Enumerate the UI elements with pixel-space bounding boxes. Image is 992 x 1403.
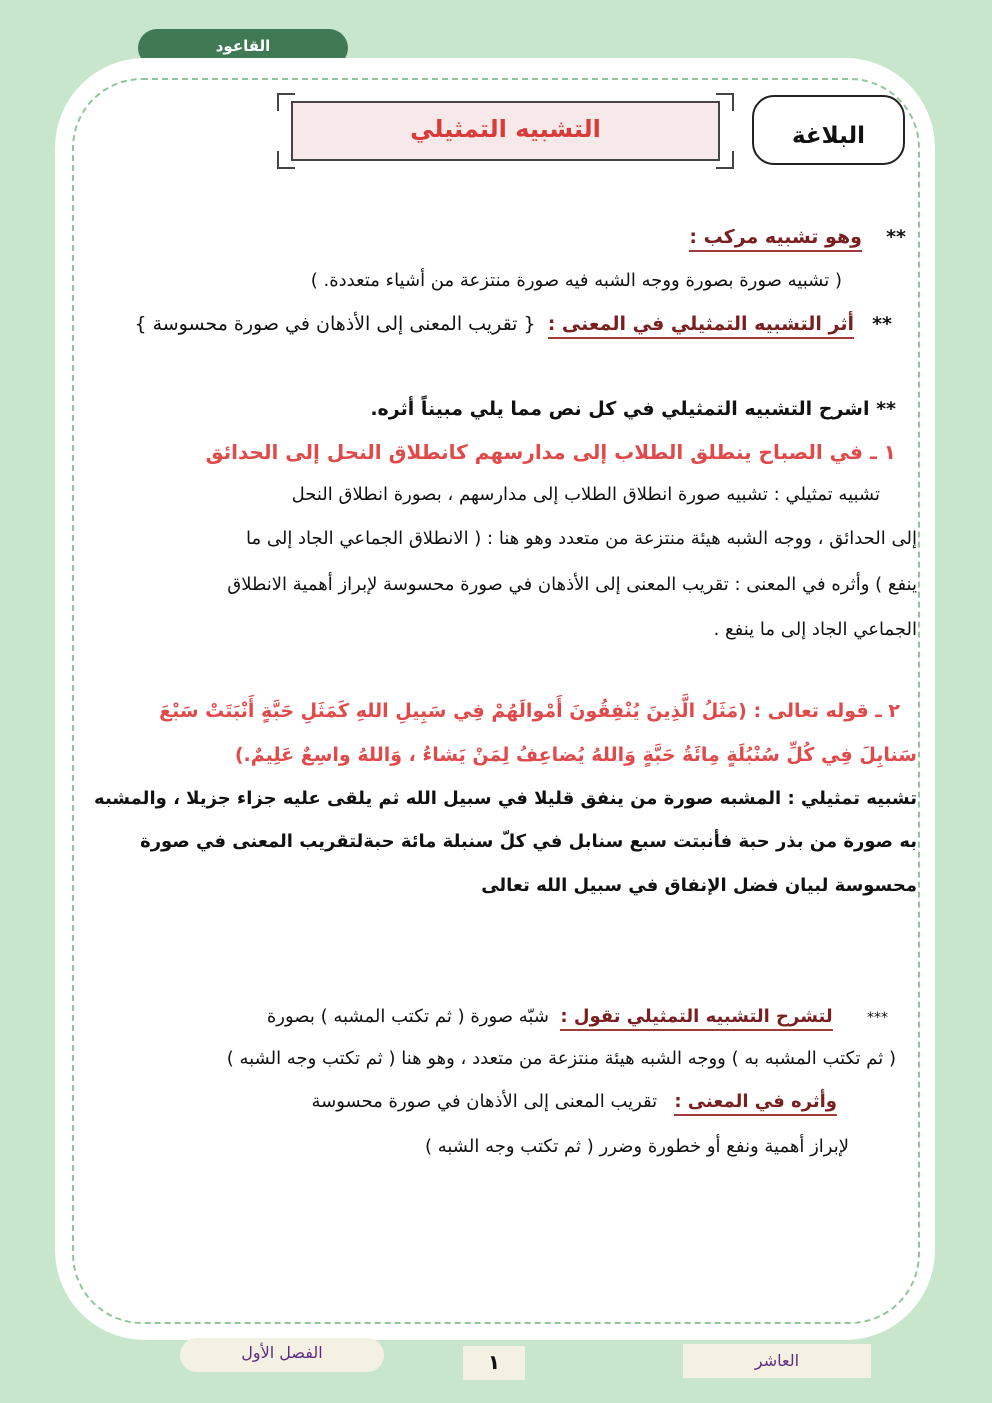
page-title: التشبيه التمثيلي [410, 115, 601, 143]
effect-line [134, 313, 892, 335]
method-stars: *** [867, 1010, 888, 1026]
definition-heading: وهو تشبيه مركب : [689, 226, 862, 252]
method-effect-text: تقريب المعنى إلى الأذهان في صورة محسوسة [311, 1091, 658, 1112]
method-line-1 [267, 1006, 888, 1027]
method-line-2: ( ثم تكتب المشبه به ) ووجه الشبه هيئة منتزعة من متعدد ، وهو هنا ( ثم تكتب وجه الشبه ) [226, 1048, 896, 1069]
example2-line-1: تشبيه تمثيلي : المشبه صورة من ينفق قليلا في سبيل الله ثم يلقى عليه جزاء جزيلا ، والمشبه [94, 788, 917, 809]
author-badge: القاعود [138, 29, 348, 67]
effect-text: { تقريب المعنى إلى الأذهان في صورة محسوسة } [134, 313, 536, 335]
title-frame [277, 93, 734, 169]
example1-line-3: ينفع ) وأثره في المعنى : تقريب المعنى إلى الأذهان في صورة محسوسة لإبراز أهمية الانطلاق [227, 574, 917, 595]
method-effect-heading: وأثره في المعنى : [674, 1091, 837, 1116]
exercise-prompt: ** اشرح التشبيه التمثيلي في كل نص مما يلي مبيناً أثره. [370, 398, 896, 420]
effect-heading: أثر التشبيه التمثيلي في المعنى : [548, 313, 854, 339]
example2-line-3: محسوسة لبيان فضل الإنفاق في سبيل الله تعالى [481, 875, 917, 896]
example1-title: ١ ـ في الصباح ينطلق الطلاب إلى مدارسهم كانطلاق النحل إلى الحدائق [205, 440, 896, 464]
example1-line-1: تشبيه تمثيلي : تشبيه صورة انطلاق الطلاب إلى مدارسهم ، بصورة انطلاق النحل [291, 484, 880, 505]
method-line-4: لإبراز أهمية ونفع أو خطورة وضرر ( ثم تكتب وجه الشبه ) [424, 1136, 849, 1157]
footer-semester: الفصل الأول [180, 1338, 384, 1372]
method-line1-rest: شبّه صورة ( ثم تكتب المشبه ) بصورة [266, 1006, 549, 1027]
example2-line-2: به صورة من بذر حبة فأنبتت سبع سنابل في كلّ سنبلة مائة حبةلتقريب المعنى في صورة [140, 831, 917, 852]
example1-line-4: الجماعي الجاد إلى ما ينفع . [713, 619, 917, 640]
example2-title-line-2: سَنابِلَ فِي كُلِّ سُنْبُلَةٍ مِائَةُ حَبَّةٍ وَاللهُ يُضاعِفُ لِمَنْ يَشاءُ ، وَاللهُ واسِعٌ عَلِيمٌ.) [234, 744, 917, 766]
definition-text: ( تشبيه صورة بصورة ووجه الشبه فيه صورة منتزعة من أشياء متعددة. ) [310, 270, 842, 291]
page-number: ١ [463, 1346, 525, 1380]
example2-title-line-1: ٢ ـ قوله تعالى : (مَثَلُ الَّذِينَ يُنْفِقُونَ أَمْوالَهُمْ فِي سَبِيلِ اللهِ كَمَثَلِ حَبَّةٍ أَنْبَتَتْ سَبْعَ [159, 700, 900, 722]
definition-heading-line [689, 226, 906, 248]
example1-line-2: إلى الحدائق ، ووجه الشبه هيئة منتزعة من متعدد وهو هنا : ( الانطلاق الجماعي الجاد إلى ما [245, 528, 917, 549]
footer-grade: العاشر [683, 1344, 871, 1378]
subject-label: البلاغة [752, 95, 905, 165]
method-heading: لتشرح التشبيه التمثيلي تقول : [560, 1006, 832, 1031]
method-effect-line [311, 1091, 837, 1112]
effect-stars: ** [872, 313, 892, 335]
definition-stars: ** [886, 226, 906, 248]
